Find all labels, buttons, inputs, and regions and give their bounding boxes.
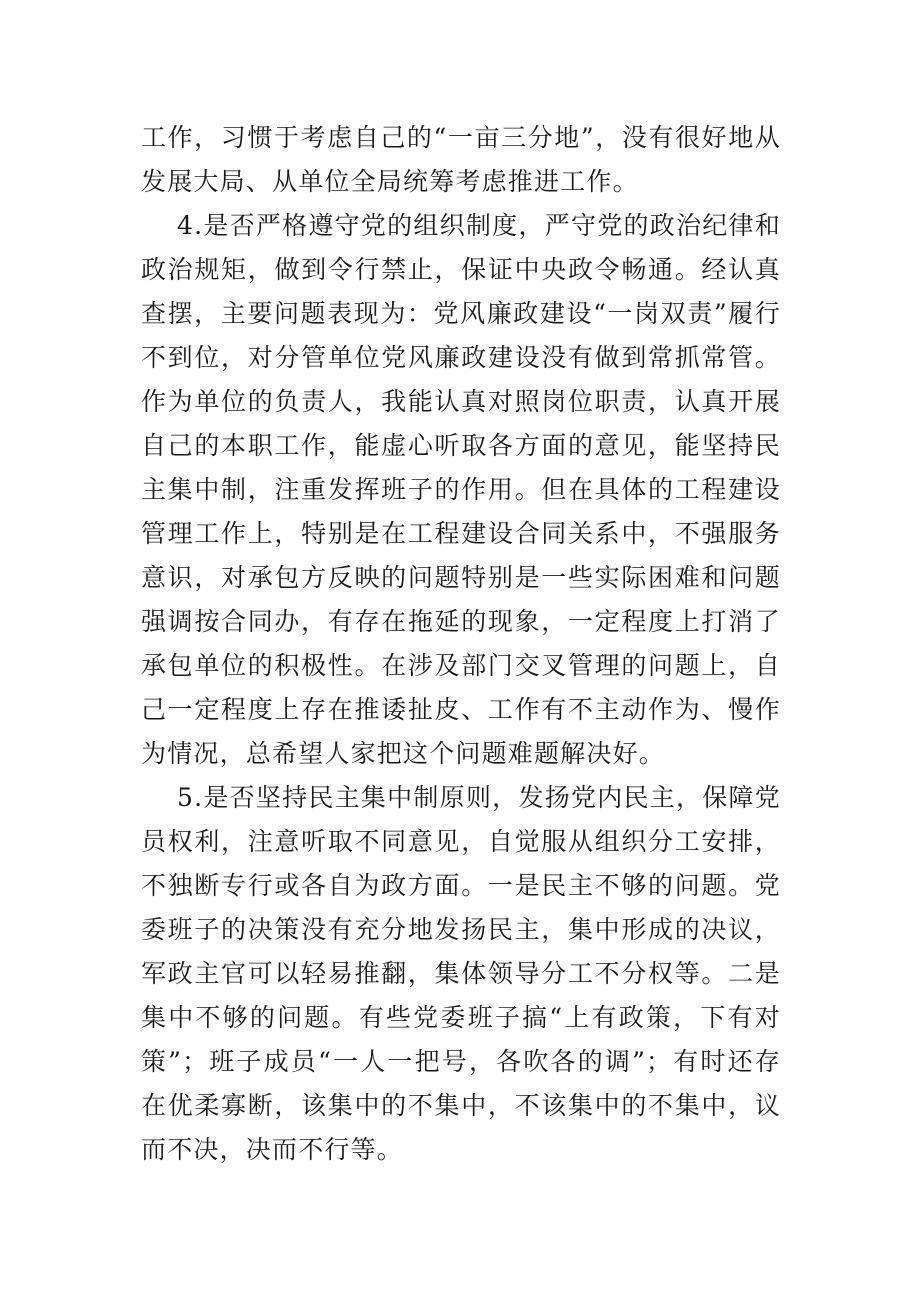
document-body [141,116,781,1172]
paragraph-item-5: 5.是否坚持民主集中制原则，发扬党内民主，保障党员权利，注意听取不同意见，自觉服从组织分工安排，不独断专行或各自为政方面。一是民主不够的问题。党委班子的决策没有充分地发扬民主，集中形成的决议，军政主官可以轻易推翻，集体领导分工不分权等。二是集中不够的问题。有些党委班子搞“上有政策，下有对策”；班子成员“一人一把号，各吹各的调”；有时还存在优柔寡断，该集中的不集中，不该集中的不集中，议而不决，决而不行等。 [141,783,781,1164]
paragraph-item-4: 4.是否严格遵守党的组织制度，严守党的政治纪律和政治规矩，做到令行禁止，保证中央政令畅通。经认真查摆，主要问题表现为：党风廉政建设“一岗双责”履行不到位，对分管单位党风廉政建设没有做到常抓常管。作为单位的负责人，我能认真对照岗位职责，认真开展自己的本职工作，能虚心听取各方面的意见，能坚持民主集中制，注重发挥班子的作用。但在具体的工程建设管理工作上，特别是在工程建设合同关系中，不强服务意识，对承包方反映的问题特别是一些实际困难和问题强调按合同办，有存在拖延的现象，一定程度上打消了承包单位的积极性。在涉及部门交叉管理的问题上，自己一定程度上存在推诿扯皮、工作有不主动作为、慢作为情况，总希望人家把这个问题难题解决好。 [141,211,781,768]
paragraph-continuation: 工作，习惯于考虑自己的“一亩三分地”，没有很好地从发展大局、从单位全局统筹考虑推进工作。 [141,123,781,196]
